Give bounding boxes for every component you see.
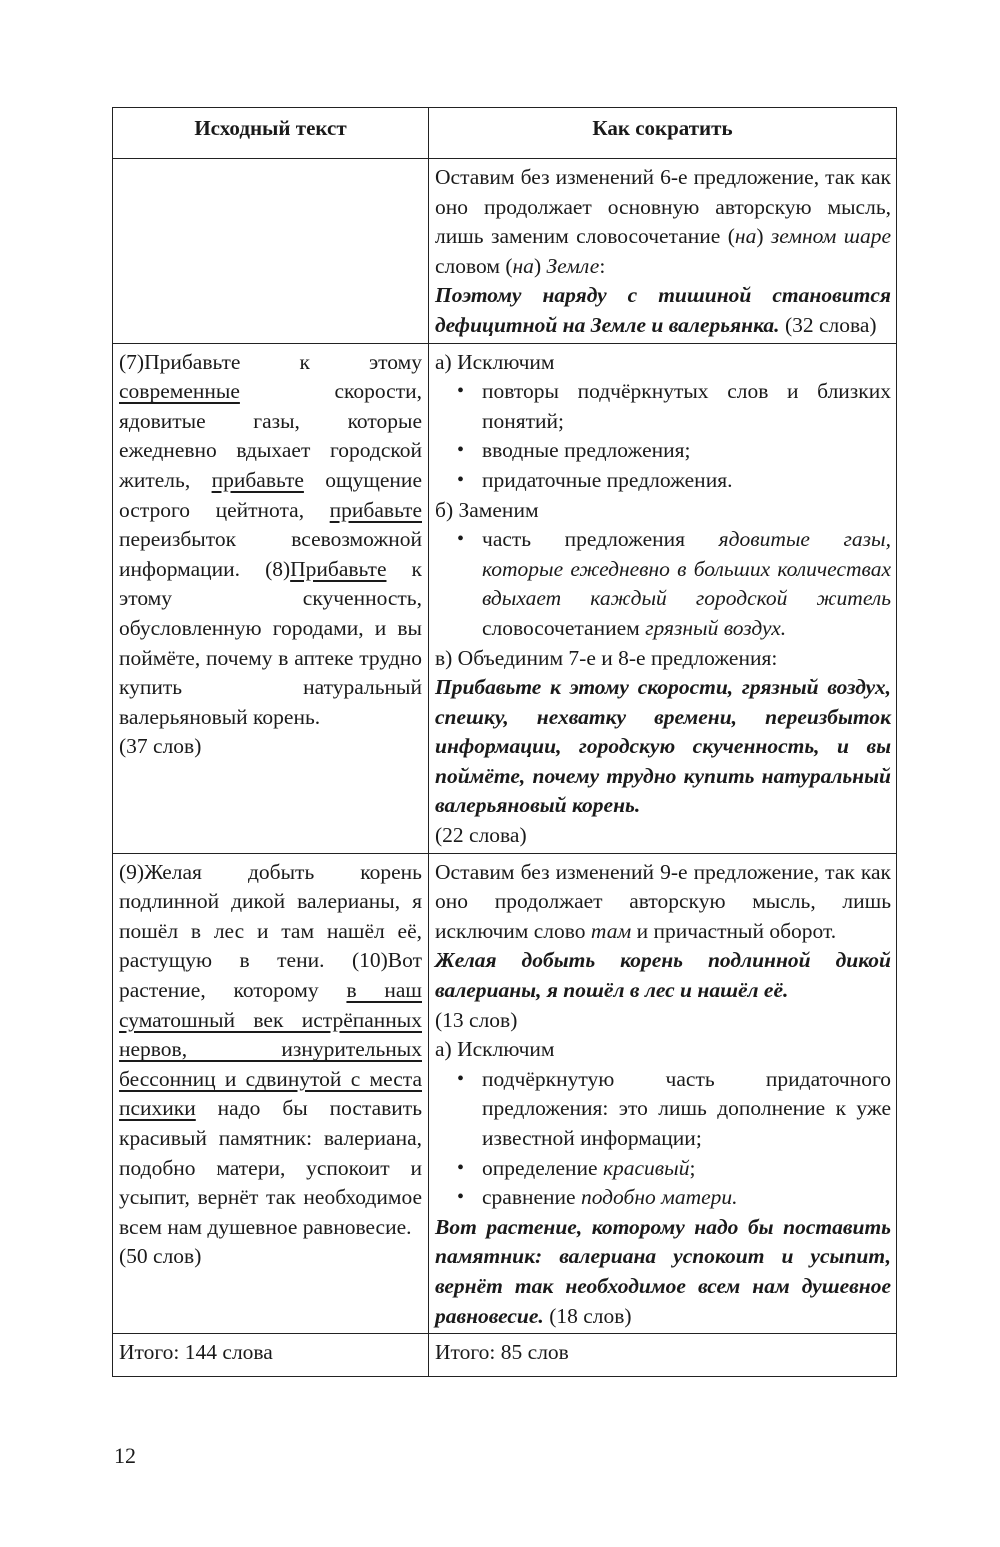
row2-b-label: б) Заменим xyxy=(435,497,539,522)
list-item: • вводные предложения; xyxy=(457,436,891,466)
table-row xyxy=(113,159,897,344)
row3-a-list xyxy=(435,1065,891,1213)
row3-word-count: (50 слов) xyxy=(119,1244,202,1269)
row2-b-list xyxy=(435,525,891,643)
list-item: • придаточные предложения. xyxy=(457,466,891,496)
table-row xyxy=(113,853,897,1334)
list-item: • сравнение подобно матери. xyxy=(457,1183,891,1213)
row1-result: Поэтому наряду с тишиной становится дефицитной на Земле и валерьянка. (32 слова) xyxy=(435,283,891,337)
row2-original-text: (7)Прибавьте к этому современные скорости, ядовитые газы, которые ежедневно вдыхает городской житель, прибавьте ощущение острого цейтнота, прибавьте переизбыток всевозможной информации. (8)Прибавьте к этому скученность, обусловленную городами, и вы поймёте, почему в аптеке трудно купить натуральный валерьяновый корень. xyxy=(119,349,422,729)
row2-a-label: а) Исключим xyxy=(435,349,555,374)
row3-a-label: а) Исключим xyxy=(435,1037,555,1062)
table-row xyxy=(113,343,897,853)
list-item: • определение красивый; xyxy=(457,1154,891,1184)
row2-result-count: (22 слова) xyxy=(435,823,527,848)
table-header-row xyxy=(113,108,897,159)
total-original: Итого: 144 слова xyxy=(113,1334,429,1377)
row3-result2: Вот растение, которому надо бы поставить памятник: валериана успокоит и усыпит, вернёт так необходимое всем нам душевное равновесие. (18 слов) xyxy=(435,1214,891,1328)
row3-result1: Желая добыть корень подлинной дикой валерианы, я пошёл в лес и нашёл её. xyxy=(435,948,891,1003)
row2-a-list xyxy=(435,377,891,495)
list-item: • повторы подчёркнутых слов и близких понятий; xyxy=(457,377,891,436)
row1-explanation: Оставим без изменений 6-е предложение, так как оно продолжает основную авторскую мысль, лишь заменим словосочетание (на) земном шаре словом (на) Земле: xyxy=(435,165,891,278)
row2-left-cell xyxy=(113,343,429,853)
row3-original-text: (9)Желая добыть корень подлинной дикой валерианы, я пошёл в лес и там нашёл её, растущую в тени. (10)Вот растение, которому в наш суматошный век истрёпанных нервов, изнурительных бессонниц и сдвинутой с места психики надо бы поставить красивый памятник: валериана, подобно матери, успокоит и усыпит, вернёт так необходимое всем нам душевное равновесие. xyxy=(119,859,422,1239)
header-how-to-shorten: Как сократить xyxy=(429,108,897,159)
row3-left-cell xyxy=(113,853,429,1334)
row2-right-cell xyxy=(429,343,897,853)
header-original-text: Исходный текст xyxy=(113,108,429,159)
list-item: • подчёркнутую часть придаточного предложения: это лишь дополнение к уже известной информации; xyxy=(457,1065,891,1154)
totals-row xyxy=(113,1334,897,1377)
row2-word-count: (37 слов) xyxy=(119,734,202,759)
comparison-table xyxy=(112,107,897,1377)
list-item: • часть предложения ядовитые газы, которые ежедневно в больших количествах вдыхает каждый городской житель словосочетанием грязный воздух. xyxy=(457,525,891,643)
row2-result: Прибавьте к этому скорости, грязный воздух, спешку, нехватку времени, переизбыток информации, городскую скученность, и вы поймёте, почему трудно купить натуральный валерьяновый корень. xyxy=(435,675,891,818)
row3-right-cell xyxy=(429,853,897,1334)
row2-c-label: в) Объединим 7-е и 8-е предложения: xyxy=(435,645,778,670)
row3-explanation: Оставим без изменений 9-е предложение, так как оно продолжает авторскую мысль, лишь исключим слово там и причастный оборот. xyxy=(435,859,891,943)
total-shortened: Итого: 85 слов xyxy=(429,1334,897,1377)
row1-left-cell xyxy=(113,159,429,344)
row3-result1-count: (13 слов) xyxy=(435,1007,518,1032)
row1-right-cell xyxy=(429,159,897,344)
page-number: 12 xyxy=(114,1443,136,1468)
